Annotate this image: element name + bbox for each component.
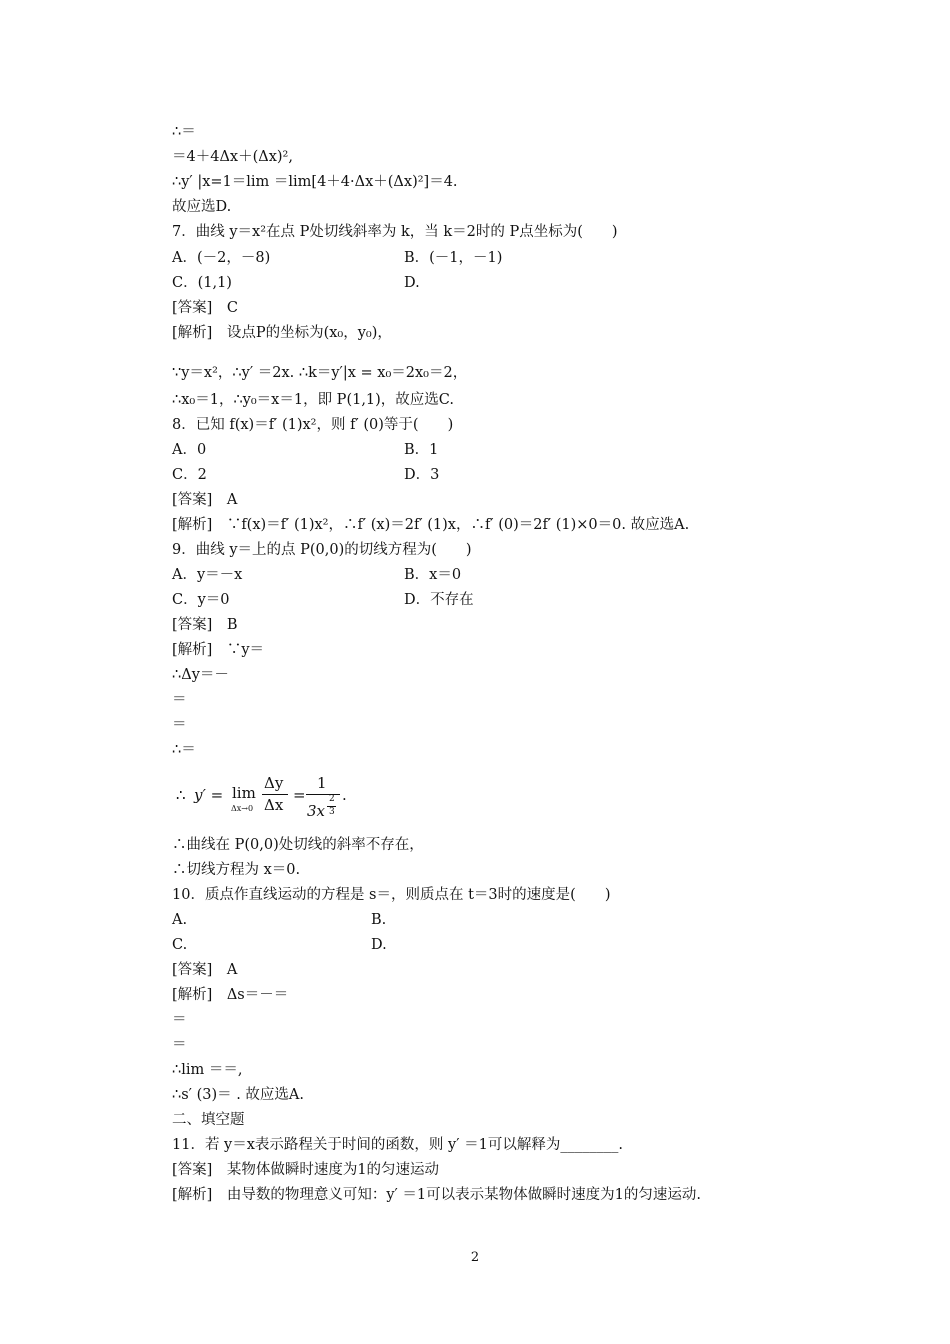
text-line: ∴＝ (172, 742, 196, 758)
option-b: B．(－1，－1) (404, 250, 503, 266)
text-line: ＝ (172, 717, 187, 733)
section-heading: 二、填空题 (172, 1112, 245, 1128)
answer: [答案] C (172, 300, 238, 316)
answer: [答案] A (172, 492, 238, 508)
question-8: 8．已知 f(x)＝f′ (1)x²，则 f′ (0)等于( ) (172, 417, 454, 433)
analysis: [解析] ∵f(x)＝f′ (1)x²，∴f′ (x)＝2f′ (1)x，∴f′ (0)＝2f′ (1)×0＝0. 故应选A. (172, 517, 690, 533)
text-line: ＝ (172, 1012, 187, 1028)
text-line: ＝ (172, 1037, 187, 1053)
formula-lim-sub: Δx→0 (231, 804, 254, 813)
answer: [答案] B (172, 617, 238, 633)
option-c: C．(1,1) (172, 275, 232, 291)
option-a: A．(－2，－8) (172, 250, 271, 266)
option-a: A．y＝－x (172, 567, 243, 583)
option-c: C．2 (172, 467, 207, 483)
text-line: ∴y′ |x=1＝lim ＝lim[4＋4·Δx＋(Δx)²]＝4. (172, 174, 458, 190)
option-b: B．1 (404, 442, 439, 458)
formula-yprime: y′ = (194, 786, 224, 804)
formula-eq: = (293, 786, 306, 804)
page-number: 2 (470, 1250, 480, 1265)
formula-lim: lim (232, 784, 256, 802)
derivative-formula (176, 772, 376, 824)
option-d: D．3 (404, 467, 440, 483)
option-c: C. (172, 937, 188, 953)
analysis: [解析] Δs＝－＝ (172, 987, 289, 1003)
formula-den: Δx (264, 796, 284, 814)
text-line: ∴x₀＝1，∴y₀＝x＝1，即 P(1,1)，故应选C. (172, 392, 454, 408)
option-d: D. (371, 937, 387, 953)
question-7: 7．曲线 y＝x²在点 P处切线斜率为 k，当 k＝2时的 P点坐标为( ) (172, 224, 618, 240)
text-line: 故应选D. (172, 199, 232, 215)
fraction-bar (262, 794, 288, 795)
text-line: ∴＝ (172, 124, 196, 140)
text-line: ∵y＝x²，∴y′ ＝2x. ∴k＝y′|x = x₀＝2x₀＝2， (172, 365, 468, 381)
formula-end: . (342, 786, 347, 804)
text-line: ∴lim ＝＝, (172, 1062, 243, 1078)
option-b: B．x＝0 (404, 567, 462, 583)
option-a: A．0 (172, 442, 207, 458)
analysis: [解析] 设点P的坐标为(x₀，y₀)， (172, 325, 392, 341)
option-d: D. (404, 275, 420, 291)
text-line: ∴切线方程为 x＝0. (172, 862, 301, 878)
question-10: 10．质点作直线运动的方程是 s＝，则质点在 t＝3时的速度是( ) (172, 887, 611, 903)
option-b: B. (371, 912, 387, 928)
exp-num: 2 (329, 794, 335, 804)
exp-den: 3 (329, 807, 335, 817)
answer: [答案] 某物体做瞬时速度为1的匀速运动 (172, 1162, 440, 1178)
answer: [答案] A (172, 962, 238, 978)
option-c: C．y＝0 (172, 592, 230, 608)
text-line: ∴s′ (3)＝ . 故应选A. (172, 1087, 305, 1103)
formula-num: Δy (264, 774, 284, 792)
result-den: 3x (307, 802, 326, 820)
text-line: ∴曲线在 P(0,0)处切线的斜率不存在， (172, 837, 424, 853)
text-line: ＝ (172, 692, 187, 708)
fraction-bar (306, 794, 340, 795)
question-9: 9．曲线 y＝上的点 P(0,0)的切线方程为( ) (172, 542, 472, 558)
analysis: [解析] 由导数的物理意义可知：y′ ＝1可以表示某物体做瞬时速度为1的匀速运动. (172, 1187, 701, 1203)
text-line: ∴Δy＝－ (172, 667, 229, 683)
option-a: A. (172, 912, 188, 928)
formula-prefix: ∴ (176, 786, 186, 804)
option-d: D．不存在 (404, 592, 474, 608)
question-11: 11．若 y＝x表示路程关于时间的函数，则 y′ ＝1可以解释为________. (172, 1137, 623, 1153)
result-num: 1 (317, 774, 327, 792)
text-line: ＝4＋4Δx＋(Δx)², (172, 149, 293, 165)
analysis: [解析] ∵y＝ (172, 642, 265, 658)
